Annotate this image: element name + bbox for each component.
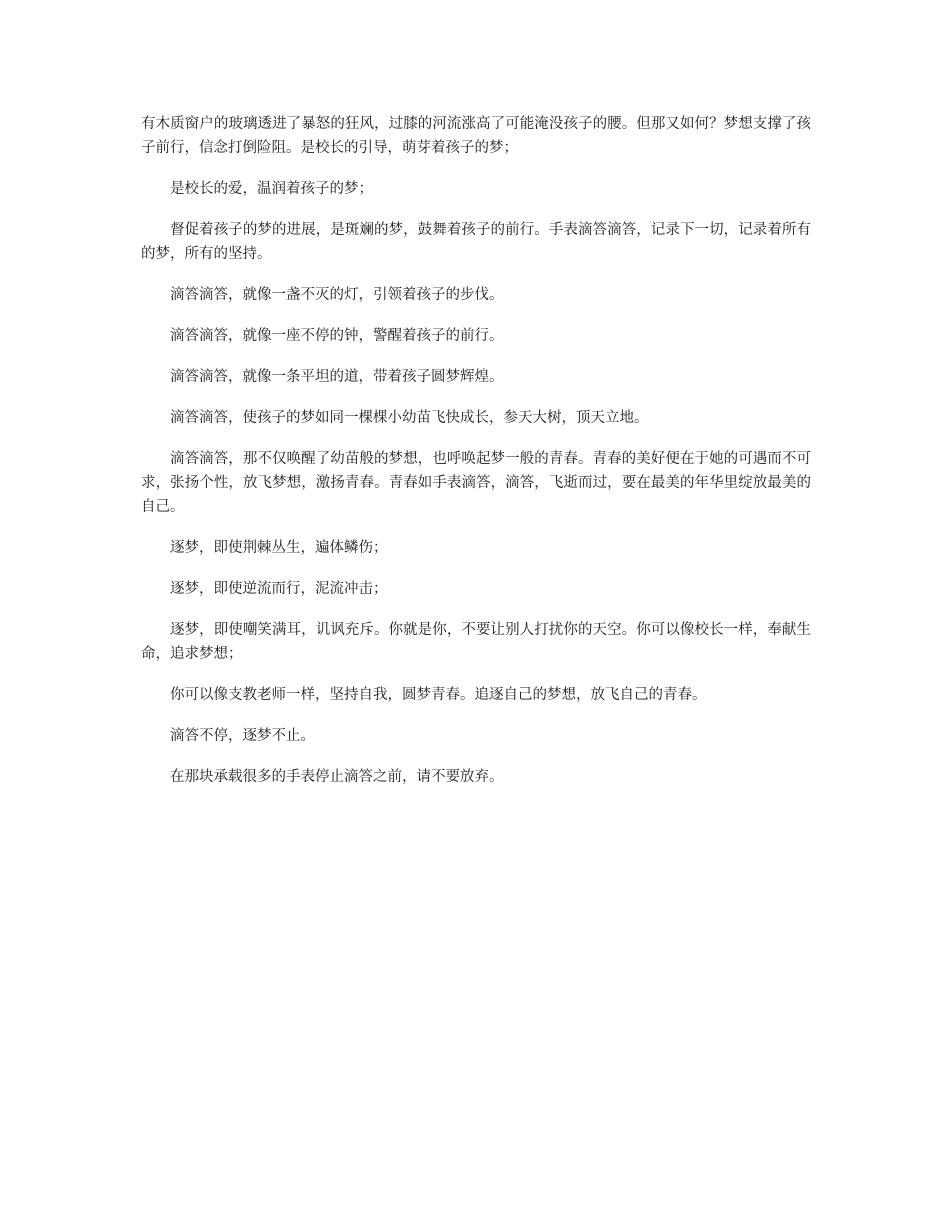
- paragraph-4: 滴答滴答，就像一盏不灭的灯，引领着孩子的步伐。: [170, 287, 504, 303]
- paragraph-1: 有木质窗户的玻璃透进了暴怒的狂风，过膝的河流涨高了可能淹没孩子的腰。但那又如何？梦想支撑了孩子前行，信念打倒险阻。是校长的引导，萌芽着孩子的梦；: [141, 116, 811, 156]
- paragraph-14: 在那块承载很多的手表停止滴答之前，请不要放弃。: [170, 769, 504, 785]
- paragraph-9: 逐梦，即使荆棘丛生，遍体鳞伤；: [170, 540, 388, 556]
- paragraph-2: 是校长的爱，温润着孩子的梦；: [170, 181, 373, 197]
- paragraph-11: 逐梦，即使嘲笑满耳，讥讽充斥。你就是你，不要让别人打扰你的天空。你可以像校长一样，奉献生命，追求梦想；: [141, 622, 811, 662]
- document-body: [141, 112, 811, 806]
- paragraph-13: 滴答不停，逐梦不止。: [170, 728, 315, 744]
- paragraph-5: 滴答滴答，就像一座不停的钟，警醒着孩子的前行。: [170, 328, 504, 344]
- paragraph-12: 你可以像支教老师一样，坚持自我，圆梦青春。追逐自己的梦想，放飞自己的青春。: [170, 687, 707, 703]
- paragraph-7: 滴答滴答，使孩子的梦如同一棵棵小幼苗飞快成长，参天大树，顶天立地。: [170, 410, 649, 426]
- paragraph-3: 督促着孩子的梦的进展，是斑斓的梦，鼓舞着孩子的前行。手表滴答滴答，记录下一切，记录着所有的梦，所有的坚持。: [141, 222, 811, 262]
- paragraph-8: 滴答滴答，那不仅唤醒了幼苗般的梦想，也呼唤起梦一般的青春。青春的美好便在于她的可遇而不可求，张扬个性，放飞梦想，激扬青春。青春如手表滴答，滴答，飞逝而过，要在最美的年华里绽放最美的自己。: [141, 451, 811, 515]
- paragraph-6: 滴答滴答，就像一条平坦的道，带着孩子圆梦辉煌。: [170, 369, 504, 385]
- paragraph-10: 逐梦，即使逆流而行，泥流冲击；: [170, 581, 388, 597]
